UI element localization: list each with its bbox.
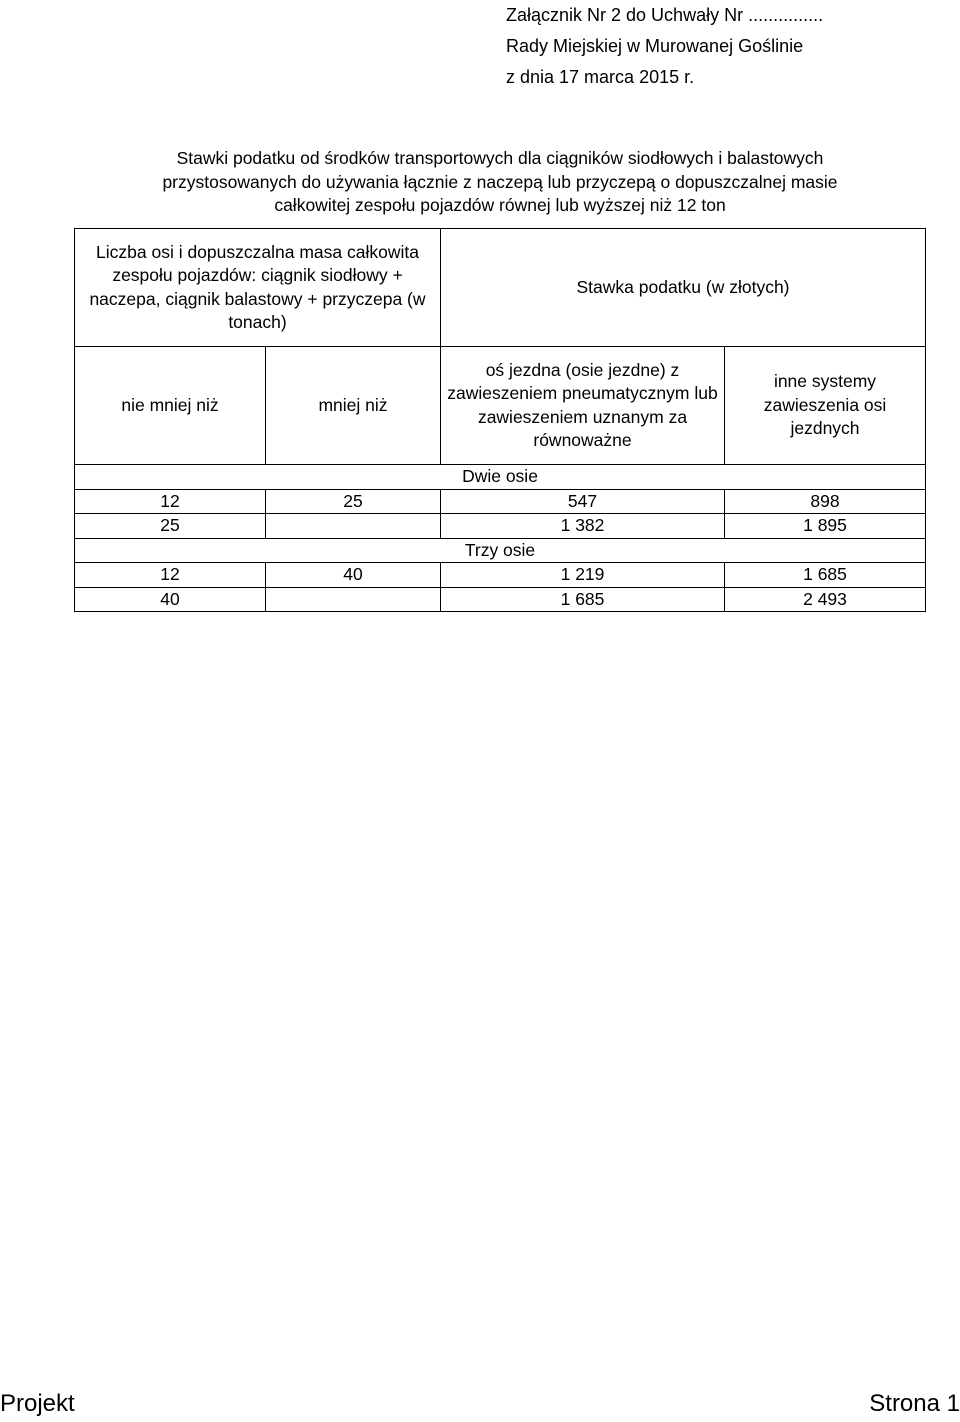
pneumatic-cell: 547 bbox=[441, 489, 725, 514]
table-subheader-row bbox=[75, 347, 926, 465]
tax-rates-table bbox=[74, 228, 926, 612]
page-number: Strona 1 bbox=[869, 1390, 960, 1417]
resolution-date: z dnia 17 marca 2015 r. bbox=[506, 67, 695, 87]
group-label: Dwie osie bbox=[75, 465, 926, 490]
other-cell: 1 685 bbox=[725, 563, 926, 588]
table-header-row bbox=[75, 229, 926, 347]
min-cell: 12 bbox=[75, 489, 266, 514]
table-row bbox=[75, 489, 926, 514]
pneumatic-cell: 1 685 bbox=[441, 587, 725, 612]
table-row bbox=[75, 587, 926, 612]
title-line: Stawki podatku od środków transportowych dla ciągników siodłowych i balastowych bbox=[176, 148, 824, 168]
table-row bbox=[75, 563, 926, 588]
other-cell: 2 493 bbox=[725, 587, 926, 612]
min-cell: 12 bbox=[75, 563, 266, 588]
min-column-header: nie mniej niż bbox=[75, 347, 266, 465]
attachment-header bbox=[506, 0, 823, 93]
group-row bbox=[75, 465, 926, 490]
max-cell: 40 bbox=[266, 563, 441, 588]
other-cell: 898 bbox=[725, 489, 926, 514]
other-column-header: inne systemy zawieszenia osi jezdnych bbox=[725, 347, 926, 465]
min-cell: 40 bbox=[75, 587, 266, 612]
other-cell: 1 895 bbox=[725, 514, 926, 539]
group-label: Trzy osie bbox=[75, 538, 926, 563]
attachment-number: Załącznik Nr 2 do Uchwały Nr ............... bbox=[506, 5, 824, 25]
max-cell: 25 bbox=[266, 489, 441, 514]
max-column-header: mniej niż bbox=[266, 347, 441, 465]
title-line: całkowitej zespołu pojazdów równej lub wyższej niż 12 ton bbox=[274, 195, 726, 215]
rate-header-cell: Stawka podatku (w złotych) bbox=[441, 229, 926, 347]
pneumatic-column-header: oś jezdna (osie jezdne) z zawieszeniem pneumatycznym lub zawieszeniem uznanym za równoważne bbox=[441, 347, 725, 465]
council-name: Rady Miejskiej w Murowanej Goślinie bbox=[506, 36, 804, 56]
pneumatic-cell: 1 219 bbox=[441, 563, 725, 588]
max-cell bbox=[266, 514, 441, 539]
mass-header-cell: Liczba osi i dopuszczalna masa całkowita zespołu pojazdów: ciągnik siodłowy + naczepa, ciągnik balastowy + przyczepa (w tonach) bbox=[75, 229, 441, 347]
document-title bbox=[75, 147, 925, 218]
table-row bbox=[75, 514, 926, 539]
draft-label: Projekt bbox=[0, 1390, 75, 1417]
max-cell bbox=[266, 587, 441, 612]
pneumatic-cell: 1 382 bbox=[441, 514, 725, 539]
group-row bbox=[75, 538, 926, 563]
min-cell: 25 bbox=[75, 514, 266, 539]
title-line: przystosowanych do używania łącznie z naczepą lub przyczepą o dopuszczalnej masie bbox=[162, 171, 838, 192]
